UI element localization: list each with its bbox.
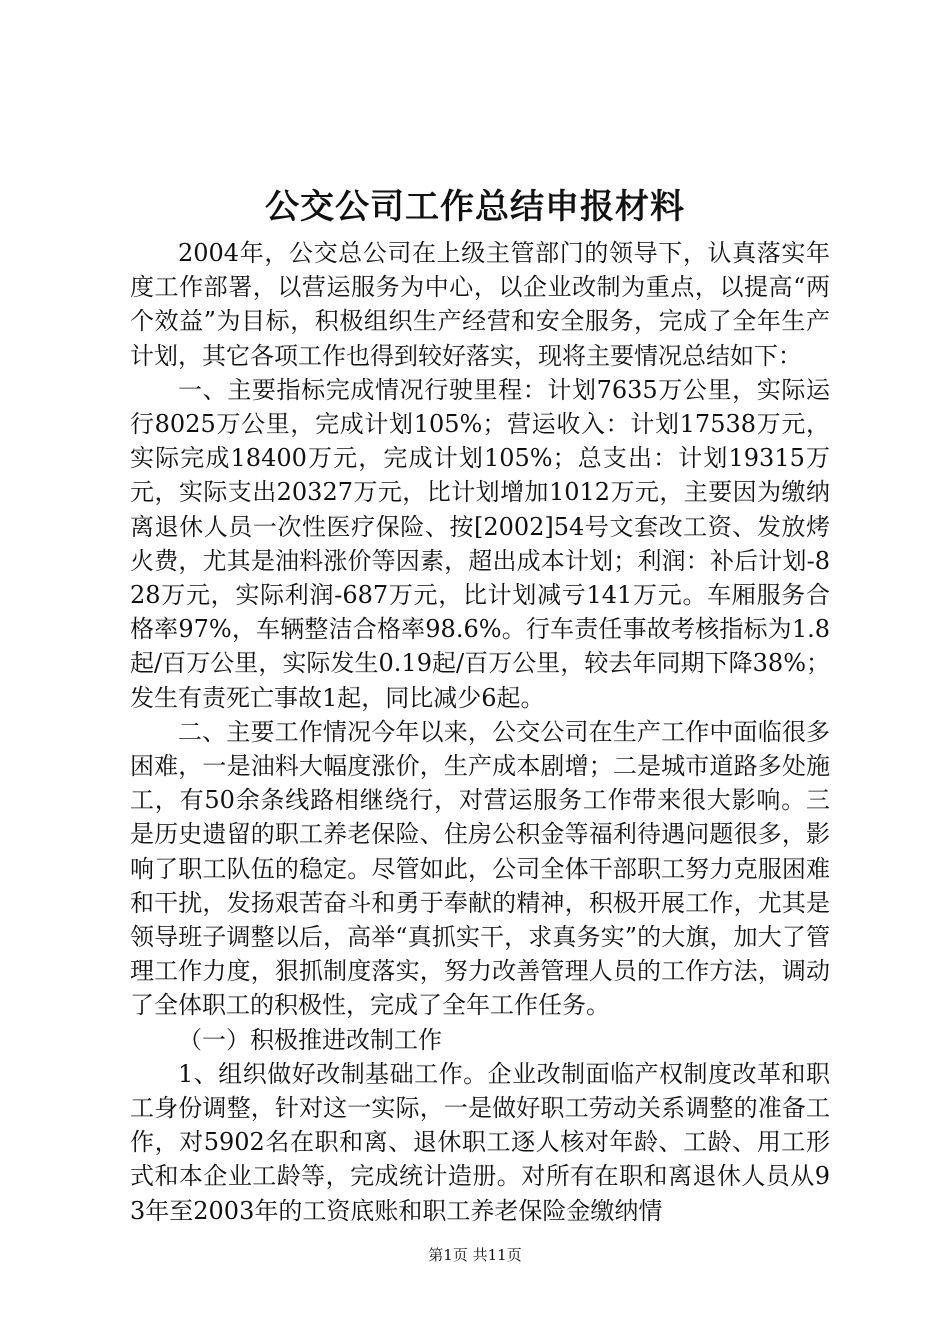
paragraph-intro: 2004年，公交总公司在上级主管部门的领导下，认真落实年度工作部署，以营运服务为中心，以企业改制为重点，以提高“两个效益”为目标，积极组织生产经营和安全服务，完成了全年生产计划，其它各项工作也得到较好落实，现将主要情况总结如下： xyxy=(130,239,830,370)
paragraph-reform-basics: 1、组织做好改制基础工作。企业改制面临产权制度改革和职工身份调整，针对这一实际，一是做好职工劳动关系调整的准备工作，对5902名在职和离、退休职工逐人核对年龄、工龄、用工形式和本企业工龄等，完成统计造册。对所有在职和离退休人员从93年至2003年的工资底账和职工养老保险金缴纳情 xyxy=(130,1059,830,1225)
document-title: 公交公司工作总结申报材料 xyxy=(265,187,685,227)
paragraph-main-work: 二、主要工作情况今年以来，公交公司在生产工作中面临很多困难，一是油料大幅度涨价，生产成本剧增；二是城市道路多处施工，有50余条线路相继绕行，对营运服务工作带来很大影响。三是历史遗留的职工养老保险、住房公积金等福利待遇问题很多，影响了职工队伍的稳定。尽管如此，公司全体干部职工努力克服困难和干扰，发扬艰苦奋斗和勇于奉献的精神，积极开展工作，尤其是领导班子调整以后，高举“真抓实干，求真务实”的大旗，加大了管理工作力度，狠抓制度落实，努力改善管理人员的工作方法，调动了全体职工的积极性，完成了全年工作任务。 xyxy=(130,717,830,1020)
paragraph-main-indicators: 一、主要指标完成情况行驶里程：计划7635万公里，实际运行8025万公里，完成计划105%；营运收入：计划17538万元，实际完成18400万元，完成计划105%；总支出：计划19315万元，实际支出20327万元，比计划增加1012万元，主要因为缴纳离退休人员一次性医疗保险、按[2002]54号文套改工资、发放烤火费，尤其是油料涨价等因素，超出成本计划；利润：补后计划-828万元，实际利润-687万元，比计划减亏141万元。车厢服务合格率97%，车辆整洁合格率98.6%。行车责任事故考核指标为1.8起/百万公里，实际发生0.19起/百万公里，较去年同期下降38%；发生有责死亡事故1起，同比减少6起。 xyxy=(130,375,830,712)
page-footer: 第1页 共11页 xyxy=(428,1246,522,1264)
document-body xyxy=(130,236,830,1228)
section-heading-reform: （一）积极推进改制工作 xyxy=(178,1025,442,1054)
